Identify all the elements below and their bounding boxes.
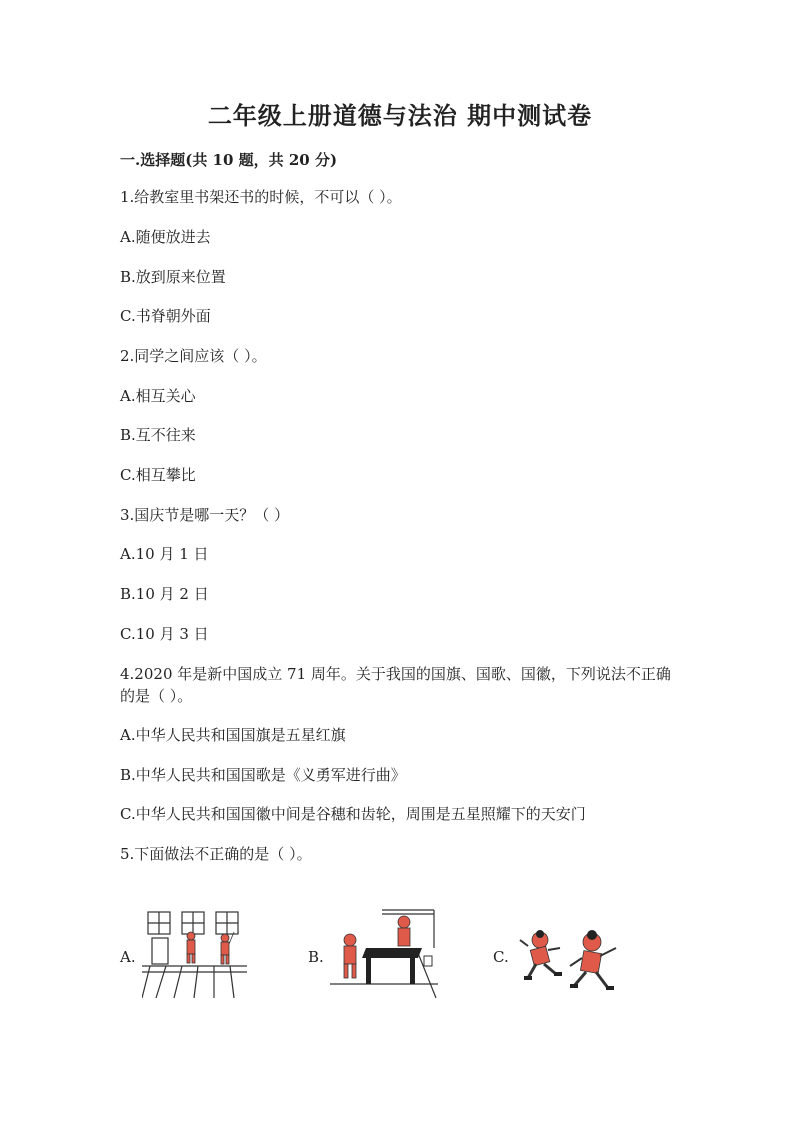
question-5-pictures [0, 902, 800, 1012]
question-2-option-c: C.相互攀比 [120, 466, 196, 484]
question-3-option-c: C.10 月 3 日 [120, 625, 209, 643]
question-2-stem: 2.同学之间应该（ ）。 [120, 347, 267, 365]
question-4-option-c: C.中华人民共和国国徽中间是谷穗和齿轮，周围是五星照耀下的天安门 [120, 805, 586, 823]
page-title: 二年级上册道德与法治 期中测试卷 [207, 101, 593, 130]
question-2-option-b: B.互不往来 [120, 426, 196, 444]
question-1-option-a: A.随便放进去 [120, 228, 211, 246]
question-3-stem: 3.国庆节是哪一天？（ ） [120, 506, 290, 524]
question-5-stem: 5.下面做法不正确的是（ ）。 [120, 845, 312, 863]
question-4-stem: 4.2020 年是新中国成立 71 周年。关于我国的国旗、国歌、国徽，下列说法不正确的是（ ）。 [120, 665, 671, 705]
question-1-option-c: C.书脊朝外面 [120, 307, 211, 325]
question-4-option-a: A.中华人民共和国国旗是五星红旗 [120, 726, 346, 744]
question-3-option-b: B.10 月 2 日 [120, 585, 209, 603]
picture-c-label: C. [493, 948, 509, 966]
picture-a-illustration [142, 908, 247, 1000]
question-3-option-a: A.10 月 1 日 [120, 545, 209, 563]
question-4-option-b: B.中华人民共和国国歌是《义勇军进行曲》 [120, 766, 406, 784]
picture-b-illustration [326, 906, 438, 1002]
section-heading: 一.选择题(共 10 题，共 20 分) [120, 151, 338, 169]
question-2-option-a: A.相互关心 [120, 387, 196, 405]
picture-c-illustration [518, 924, 630, 1002]
picture-a-label: A. [120, 948, 136, 966]
question-1-option-b: B.放到原来位置 [120, 268, 226, 286]
question-1-stem: 1.给教室里书架还书的时候，不可以（ ）。 [120, 188, 402, 206]
picture-b-label: B. [308, 948, 324, 966]
